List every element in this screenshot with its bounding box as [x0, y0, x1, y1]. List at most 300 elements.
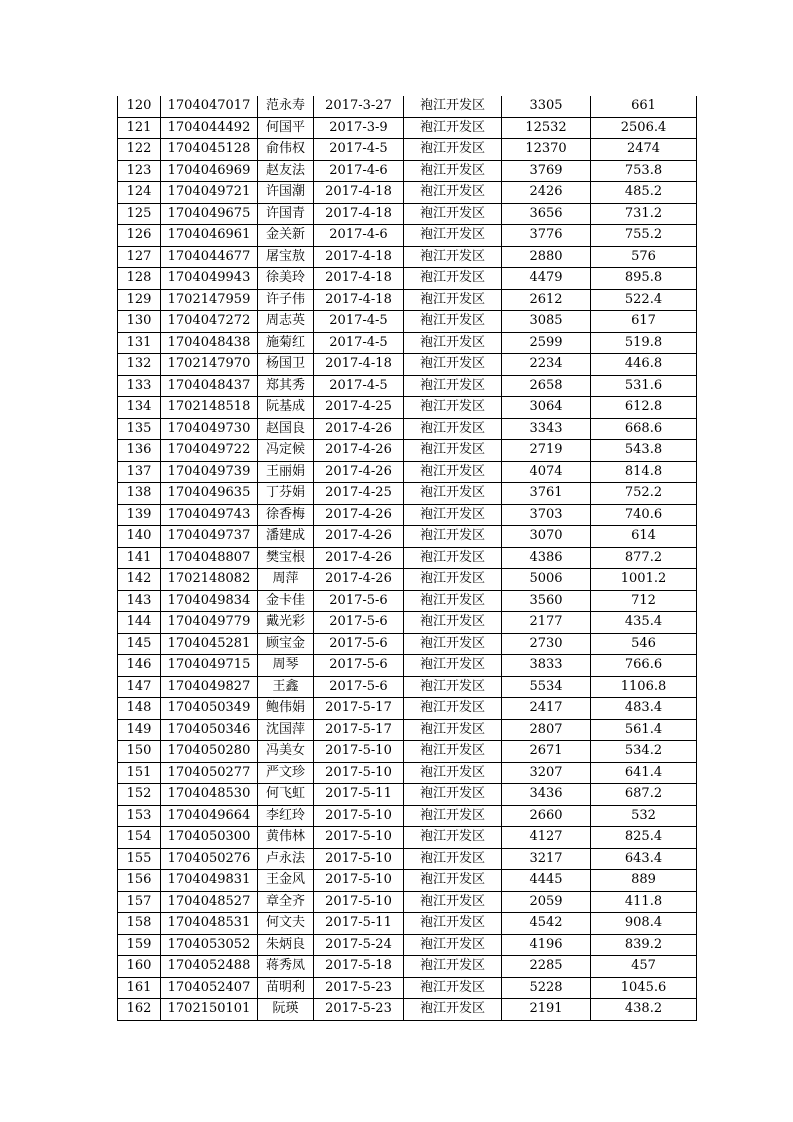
data-table — [117, 96, 697, 1021]
account-id-cell: 1704044677 — [161, 246, 258, 268]
name-cell: 许国青 — [258, 203, 314, 225]
account-id-cell: 1704049722 — [161, 440, 258, 462]
date-cell: 2017-4-25 — [314, 483, 404, 505]
row-number-cell: 148 — [118, 698, 161, 720]
subsidy-cell: 889 — [591, 870, 697, 892]
amount-cell: 3207 — [502, 762, 591, 784]
area-cell: 袍江开发区 — [404, 999, 502, 1021]
amount-cell: 3436 — [502, 784, 591, 806]
area-cell: 袍江开发区 — [404, 268, 502, 290]
amount-cell: 2234 — [502, 354, 591, 376]
date-cell: 2017-4-5 — [314, 139, 404, 161]
date-cell: 2017-5-10 — [314, 805, 404, 827]
table-row — [118, 117, 697, 139]
amount-cell: 2612 — [502, 289, 591, 311]
table-row — [118, 655, 697, 677]
account-id-cell: 1704049730 — [161, 418, 258, 440]
area-cell: 袍江开发区 — [404, 805, 502, 827]
date-cell: 2017-5-10 — [314, 762, 404, 784]
date-cell: 2017-5-6 — [314, 612, 404, 634]
name-cell: 周萍 — [258, 569, 314, 591]
table-row — [118, 375, 697, 397]
amount-cell: 2807 — [502, 719, 591, 741]
amount-cell: 4445 — [502, 870, 591, 892]
amount-cell: 3217 — [502, 848, 591, 870]
table-row — [118, 569, 697, 591]
area-cell: 袍江开发区 — [404, 590, 502, 612]
row-number-cell: 140 — [118, 526, 161, 548]
area-cell: 袍江开发区 — [404, 418, 502, 440]
area-cell: 袍江开发区 — [404, 526, 502, 548]
name-cell: 沈国萍 — [258, 719, 314, 741]
area-cell: 袍江开发区 — [404, 676, 502, 698]
row-number-cell: 146 — [118, 655, 161, 677]
amount-cell: 3064 — [502, 397, 591, 419]
name-cell: 苗明利 — [258, 977, 314, 999]
subsidy-cell: 877.2 — [591, 547, 697, 569]
name-cell: 黄伟林 — [258, 827, 314, 849]
date-cell: 2017-4-26 — [314, 526, 404, 548]
area-cell: 袍江开发区 — [404, 289, 502, 311]
account-id-cell: 1704048807 — [161, 547, 258, 569]
subsidy-cell: 483.4 — [591, 698, 697, 720]
amount-cell: 3305 — [502, 96, 591, 117]
row-number-cell: 137 — [118, 461, 161, 483]
table-row — [118, 354, 697, 376]
date-cell: 2017-4-6 — [314, 160, 404, 182]
subsidy-cell: 661 — [591, 96, 697, 117]
account-id-cell: 1704049943 — [161, 268, 258, 290]
area-cell: 袍江开发区 — [404, 719, 502, 741]
amount-cell: 3761 — [502, 483, 591, 505]
name-cell: 许国潮 — [258, 182, 314, 204]
subsidy-cell: 446.8 — [591, 354, 697, 376]
name-cell: 冯美女 — [258, 741, 314, 763]
amount-cell: 3070 — [502, 526, 591, 548]
name-cell: 王金风 — [258, 870, 314, 892]
subsidy-cell: 438.2 — [591, 999, 697, 1021]
subsidy-cell: 752.2 — [591, 483, 697, 505]
area-cell: 袍江开发区 — [404, 977, 502, 999]
name-cell: 何飞虹 — [258, 784, 314, 806]
name-cell: 王鑫 — [258, 676, 314, 698]
table-row — [118, 977, 697, 999]
name-cell: 樊宝根 — [258, 547, 314, 569]
account-id-cell: 1704047017 — [161, 96, 258, 117]
amount-cell: 4386 — [502, 547, 591, 569]
area-cell: 袍江开发区 — [404, 848, 502, 870]
row-number-cell: 139 — [118, 504, 161, 526]
row-number-cell: 122 — [118, 139, 161, 161]
table-row — [118, 741, 697, 763]
area-cell: 袍江开发区 — [404, 225, 502, 247]
account-id-cell: 1704049721 — [161, 182, 258, 204]
row-number-cell: 159 — [118, 934, 161, 956]
date-cell: 2017-5-18 — [314, 956, 404, 978]
amount-cell: 5228 — [502, 977, 591, 999]
subsidy-cell: 612.8 — [591, 397, 697, 419]
account-id-cell: 1702147959 — [161, 289, 258, 311]
date-cell: 2017-4-26 — [314, 461, 404, 483]
table-row — [118, 96, 697, 117]
name-cell: 章全齐 — [258, 891, 314, 913]
area-cell: 袍江开发区 — [404, 483, 502, 505]
account-id-cell: 1704045281 — [161, 633, 258, 655]
area-cell: 袍江开发区 — [404, 698, 502, 720]
date-cell: 2017-5-17 — [314, 698, 404, 720]
table-row — [118, 827, 697, 849]
name-cell: 严文珍 — [258, 762, 314, 784]
table-row — [118, 440, 697, 462]
subsidy-cell: 643.4 — [591, 848, 697, 870]
account-id-cell: 1704049827 — [161, 676, 258, 698]
amount-cell: 5006 — [502, 569, 591, 591]
area-cell: 袍江开发区 — [404, 139, 502, 161]
row-number-cell: 126 — [118, 225, 161, 247]
account-id-cell: 1704050300 — [161, 827, 258, 849]
area-cell: 袍江开发区 — [404, 827, 502, 849]
table-row — [118, 483, 697, 505]
amount-cell: 3656 — [502, 203, 591, 225]
subsidy-cell: 814.8 — [591, 461, 697, 483]
row-number-cell: 129 — [118, 289, 161, 311]
date-cell: 2017-4-5 — [314, 311, 404, 333]
account-id-cell: 1704048437 — [161, 375, 258, 397]
area-cell: 袍江开发区 — [404, 956, 502, 978]
name-cell: 赵友法 — [258, 160, 314, 182]
date-cell: 2017-5-11 — [314, 913, 404, 935]
name-cell: 丁芬娟 — [258, 483, 314, 505]
table-row — [118, 311, 697, 333]
table-row — [118, 547, 697, 569]
amount-cell: 4479 — [502, 268, 591, 290]
subsidy-cell: 2506.4 — [591, 117, 697, 139]
date-cell: 2017-4-26 — [314, 569, 404, 591]
row-number-cell: 151 — [118, 762, 161, 784]
account-id-cell: 1704049831 — [161, 870, 258, 892]
subsidy-cell: 411.8 — [591, 891, 697, 913]
amount-cell: 2660 — [502, 805, 591, 827]
area-cell: 袍江开发区 — [404, 655, 502, 677]
amount-cell: 3085 — [502, 311, 591, 333]
subsidy-cell: 522.4 — [591, 289, 697, 311]
subsidy-cell: 543.8 — [591, 440, 697, 462]
account-id-cell: 1704044492 — [161, 117, 258, 139]
date-cell: 2017-4-26 — [314, 418, 404, 440]
account-id-cell: 1704049715 — [161, 655, 258, 677]
row-number-cell: 138 — [118, 483, 161, 505]
name-cell: 屠宝敖 — [258, 246, 314, 268]
row-number-cell: 134 — [118, 397, 161, 419]
name-cell: 金关新 — [258, 225, 314, 247]
table-row — [118, 719, 697, 741]
row-number-cell: 147 — [118, 676, 161, 698]
account-id-cell: 1702150101 — [161, 999, 258, 1021]
subsidy-cell: 740.6 — [591, 504, 697, 526]
date-cell: 2017-4-26 — [314, 440, 404, 462]
row-number-cell: 154 — [118, 827, 161, 849]
subsidy-cell: 576 — [591, 246, 697, 268]
date-cell: 2017-5-10 — [314, 741, 404, 763]
area-cell: 袍江开发区 — [404, 891, 502, 913]
amount-cell: 2285 — [502, 956, 591, 978]
account-id-cell: 1702147970 — [161, 354, 258, 376]
subsidy-cell: 895.8 — [591, 268, 697, 290]
subsidy-cell: 435.4 — [591, 612, 697, 634]
subsidy-cell: 457 — [591, 956, 697, 978]
date-cell: 2017-5-10 — [314, 891, 404, 913]
amount-cell: 12370 — [502, 139, 591, 161]
amount-cell: 2658 — [502, 375, 591, 397]
subsidy-cell: 617 — [591, 311, 697, 333]
area-cell: 袍江开发区 — [404, 397, 502, 419]
subsidy-cell: 755.2 — [591, 225, 697, 247]
row-number-cell: 141 — [118, 547, 161, 569]
date-cell: 2017-5-6 — [314, 633, 404, 655]
table-row — [118, 203, 697, 225]
table-row — [118, 246, 697, 268]
subsidy-cell: 532 — [591, 805, 697, 827]
date-cell: 2017-4-18 — [314, 354, 404, 376]
row-number-cell: 145 — [118, 633, 161, 655]
account-id-cell: 1704049743 — [161, 504, 258, 526]
table-row — [118, 418, 697, 440]
area-cell: 袍江开发区 — [404, 440, 502, 462]
date-cell: 2017-3-9 — [314, 117, 404, 139]
date-cell: 2017-5-23 — [314, 977, 404, 999]
table-row — [118, 956, 697, 978]
account-id-cell: 1704049675 — [161, 203, 258, 225]
account-id-cell: 1704053052 — [161, 934, 258, 956]
subsidy-cell: 766.6 — [591, 655, 697, 677]
table-row — [118, 397, 697, 419]
account-id-cell: 1704050276 — [161, 848, 258, 870]
row-number-cell: 124 — [118, 182, 161, 204]
table-row — [118, 676, 697, 698]
row-number-cell: 132 — [118, 354, 161, 376]
date-cell: 2017-5-11 — [314, 784, 404, 806]
amount-cell: 2191 — [502, 999, 591, 1021]
table-row — [118, 633, 697, 655]
table-row — [118, 526, 697, 548]
date-cell: 2017-4-6 — [314, 225, 404, 247]
table-row — [118, 762, 697, 784]
row-number-cell: 121 — [118, 117, 161, 139]
date-cell: 2017-4-26 — [314, 547, 404, 569]
date-cell: 2017-5-24 — [314, 934, 404, 956]
subsidy-cell: 534.2 — [591, 741, 697, 763]
date-cell: 2017-4-25 — [314, 397, 404, 419]
name-cell: 周琴 — [258, 655, 314, 677]
area-cell: 袍江开发区 — [404, 741, 502, 763]
account-id-cell: 1704048531 — [161, 913, 258, 935]
row-number-cell: 136 — [118, 440, 161, 462]
name-cell: 阮瑛 — [258, 999, 314, 1021]
row-number-cell: 155 — [118, 848, 161, 870]
row-number-cell: 158 — [118, 913, 161, 935]
row-number-cell: 123 — [118, 160, 161, 182]
subsidy-cell: 546 — [591, 633, 697, 655]
name-cell: 何文夫 — [258, 913, 314, 935]
amount-cell: 2730 — [502, 633, 591, 655]
amount-cell: 12532 — [502, 117, 591, 139]
amount-cell: 2059 — [502, 891, 591, 913]
name-cell: 杨国卫 — [258, 354, 314, 376]
name-cell: 施菊红 — [258, 332, 314, 354]
amount-cell: 3560 — [502, 590, 591, 612]
subsidy-cell: 531.6 — [591, 375, 697, 397]
area-cell: 袍江开发区 — [404, 547, 502, 569]
area-cell: 袍江开发区 — [404, 182, 502, 204]
date-cell: 2017-5-10 — [314, 827, 404, 849]
name-cell: 郑其秀 — [258, 375, 314, 397]
amount-cell: 4074 — [502, 461, 591, 483]
account-id-cell: 1704049737 — [161, 526, 258, 548]
table-row — [118, 784, 697, 806]
name-cell: 卢永法 — [258, 848, 314, 870]
area-cell: 袍江开发区 — [404, 612, 502, 634]
subsidy-cell: 825.4 — [591, 827, 697, 849]
date-cell: 2017-5-10 — [314, 870, 404, 892]
area-cell: 袍江开发区 — [404, 633, 502, 655]
amount-cell: 2177 — [502, 612, 591, 634]
area-cell: 袍江开发区 — [404, 934, 502, 956]
name-cell: 鲍伟娟 — [258, 698, 314, 720]
area-cell: 袍江开发区 — [404, 504, 502, 526]
row-number-cell: 152 — [118, 784, 161, 806]
row-number-cell: 161 — [118, 977, 161, 999]
name-cell: 朱炳良 — [258, 934, 314, 956]
name-cell: 潘建成 — [258, 526, 314, 548]
area-cell: 袍江开发区 — [404, 784, 502, 806]
row-number-cell: 156 — [118, 870, 161, 892]
name-cell: 徐香梅 — [258, 504, 314, 526]
account-id-cell: 1704052488 — [161, 956, 258, 978]
table-row — [118, 934, 697, 956]
date-cell: 2017-4-18 — [314, 203, 404, 225]
subsidy-cell: 687.2 — [591, 784, 697, 806]
row-number-cell: 127 — [118, 246, 161, 268]
account-id-cell: 1704050349 — [161, 698, 258, 720]
area-cell: 袍江开发区 — [404, 354, 502, 376]
table-row — [118, 461, 697, 483]
area-cell: 袍江开发区 — [404, 461, 502, 483]
row-number-cell: 128 — [118, 268, 161, 290]
table-row — [118, 913, 697, 935]
date-cell: 2017-4-5 — [314, 332, 404, 354]
date-cell: 2017-5-6 — [314, 590, 404, 612]
account-id-cell: 1704047272 — [161, 311, 258, 333]
amount-cell: 2671 — [502, 741, 591, 763]
account-id-cell: 1704050346 — [161, 719, 258, 741]
area-cell: 袍江开发区 — [404, 375, 502, 397]
date-cell: 2017-5-6 — [314, 676, 404, 698]
subsidy-cell: 485.2 — [591, 182, 697, 204]
row-number-cell: 144 — [118, 612, 161, 634]
area-cell: 袍江开发区 — [404, 569, 502, 591]
name-cell: 冯定候 — [258, 440, 314, 462]
account-id-cell: 1704049739 — [161, 461, 258, 483]
subsidy-cell: 712 — [591, 590, 697, 612]
table-body — [118, 96, 697, 1020]
table-row — [118, 268, 697, 290]
subsidy-cell: 1045.6 — [591, 977, 697, 999]
name-cell: 戴光彩 — [258, 612, 314, 634]
date-cell: 2017-5-23 — [314, 999, 404, 1021]
area-cell: 袍江开发区 — [404, 96, 502, 117]
amount-cell: 2719 — [502, 440, 591, 462]
account-id-cell: 1704049664 — [161, 805, 258, 827]
row-number-cell: 153 — [118, 805, 161, 827]
account-id-cell: 1704050280 — [161, 741, 258, 763]
table-row — [118, 590, 697, 612]
amount-cell: 3769 — [502, 160, 591, 182]
subsidy-cell: 839.2 — [591, 934, 697, 956]
amount-cell: 3833 — [502, 655, 591, 677]
table-row — [118, 504, 697, 526]
table-row — [118, 139, 697, 161]
row-number-cell: 157 — [118, 891, 161, 913]
date-cell: 2017-4-26 — [314, 504, 404, 526]
table-row — [118, 225, 697, 247]
date-cell: 2017-4-18 — [314, 268, 404, 290]
table-row — [118, 332, 697, 354]
table-row — [118, 805, 697, 827]
account-id-cell: 1704048530 — [161, 784, 258, 806]
amount-cell: 3343 — [502, 418, 591, 440]
row-number-cell: 160 — [118, 956, 161, 978]
date-cell: 2017-4-18 — [314, 246, 404, 268]
row-number-cell: 149 — [118, 719, 161, 741]
name-cell: 周志英 — [258, 311, 314, 333]
name-cell: 徐美玲 — [258, 268, 314, 290]
table-row — [118, 160, 697, 182]
date-cell: 2017-5-17 — [314, 719, 404, 741]
table-row — [118, 289, 697, 311]
account-id-cell: 1704045128 — [161, 139, 258, 161]
area-cell: 袍江开发区 — [404, 762, 502, 784]
amount-cell: 2426 — [502, 182, 591, 204]
account-id-cell: 1704046969 — [161, 160, 258, 182]
subsidy-cell: 1001.2 — [591, 569, 697, 591]
row-number-cell: 131 — [118, 332, 161, 354]
account-id-cell: 1704052407 — [161, 977, 258, 999]
subsidy-cell: 908.4 — [591, 913, 697, 935]
row-number-cell: 120 — [118, 96, 161, 117]
account-id-cell: 1702148082 — [161, 569, 258, 591]
table-row — [118, 891, 697, 913]
subsidy-cell: 641.4 — [591, 762, 697, 784]
subsidy-cell: 1106.8 — [591, 676, 697, 698]
table-row — [118, 999, 697, 1021]
subsidy-cell: 561.4 — [591, 719, 697, 741]
area-cell: 袍江开发区 — [404, 870, 502, 892]
row-number-cell: 135 — [118, 418, 161, 440]
amount-cell: 4127 — [502, 827, 591, 849]
subsidy-cell: 753.8 — [591, 160, 697, 182]
account-id-cell: 1704049834 — [161, 590, 258, 612]
name-cell: 李红玲 — [258, 805, 314, 827]
name-cell: 赵国良 — [258, 418, 314, 440]
account-id-cell: 1702148518 — [161, 397, 258, 419]
amount-cell: 4542 — [502, 913, 591, 935]
date-cell: 2017-4-18 — [314, 289, 404, 311]
name-cell: 俞伟权 — [258, 139, 314, 161]
area-cell: 袍江开发区 — [404, 332, 502, 354]
account-id-cell: 1704048438 — [161, 332, 258, 354]
name-cell: 金卡佳 — [258, 590, 314, 612]
row-number-cell: 142 — [118, 569, 161, 591]
